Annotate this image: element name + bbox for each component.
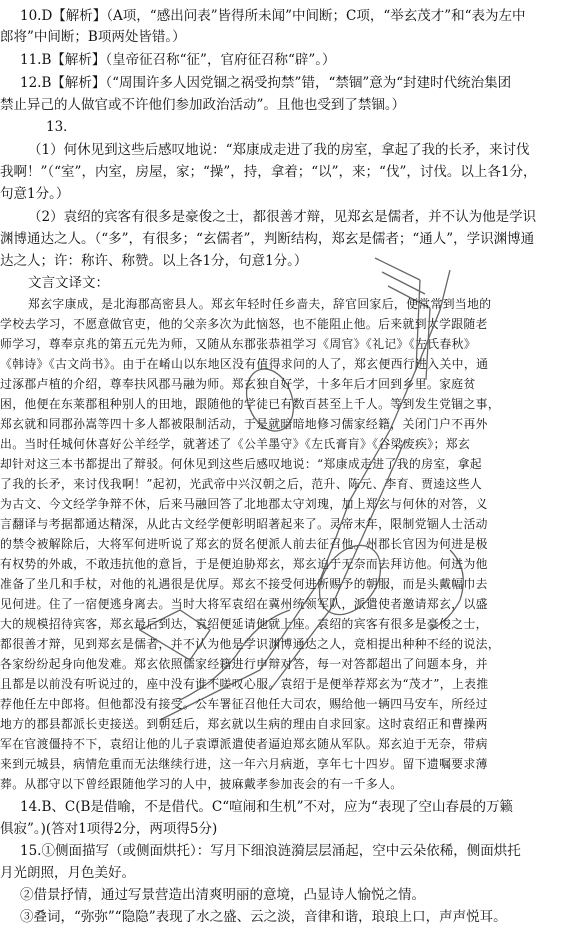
text-line: 都很善才辩，见到郑玄是儒者，并不认为他是学识渊博通达之人，竞相提出种种不经的说法， (0, 637, 501, 651)
text-line: 各家纷纷起身向他发难。郑玄依照儒家经籍进行申辩对答，每一对答都超出了问题本身，并 (0, 657, 488, 671)
text-line: 郑玄就和同郡孙嵩等四十多人都被限制活动，于是就暗暗地修习儒家经籍，关闭门户不再外 (0, 417, 488, 431)
text-line: 有权势的外戚，不敢违抗他的意旨，于是便迫胁郑玄，郑玄迫于无奈而去拜访他。何进为他 (0, 557, 488, 571)
text-line: 禁止异己的人做官或不许他们参加政治活动”。且他也受到了禁锢。） (0, 97, 406, 113)
text-line: 15.①侧面描写（或侧面烘托）：写月下细浪涟漪层层涌起，空中云朵依稀，侧面烘托 (20, 843, 521, 859)
text-line: 《韩诗》《古文尚书》。由于在崤山以东地区没有值得求问的人了，郑玄便西行进入关中，通 (0, 357, 489, 371)
text-line: 言翻译与考据都通达精深，从此古文经学便彰明昭著起来了。灵帝末年，限制党锢人士活动 (0, 517, 488, 531)
text-line: 过涿郡卢植的介绍，尊奉扶风郡马融为师。郑玄独自好学，十多年后才回到乡里。家庭贫 (0, 377, 476, 391)
text-line: ②借景抒情，通过写景营造出清爽明丽的意境，凸显诗人愉悦之情。 (20, 887, 425, 903)
text-line: 14.B、C(B是借喻，不是借代。C“喧闹和生机”不对，应为“表现了空山春晨的万籁 (20, 799, 513, 815)
text-line: 出。当时任城何休喜好公羊经学，就著述了《公羊墨守》《左氏膏肓》《谷梁废疾》；郑玄 (0, 437, 471, 451)
text-line: 月光朗照，月色美好。 (0, 865, 135, 881)
text-line: 俱寂”。)(答对1项得2分，两项得5分) (0, 821, 218, 837)
text-line: 师学习，尊奉京兆的第五元先为师，又随从东郡张恭祖学习《周官》《礼记》《左氏春秋》 (0, 337, 477, 351)
text-line: 却针对这三本书都提出了辩驳。何休见到这些后感叹地说：“郑康成走进了我的房室，拿起 (0, 457, 483, 471)
text-line: ③叠词，“弥弥”“隐隐”表现了水之盛、云之淡，音律和谐，琅琅上口，声声悦耳。 (20, 909, 507, 925)
text-line: 文言文译文： (28, 275, 109, 291)
text-line: 困，他便在东莱郡租种别人的田地，跟随他的学徒已有数百甚至上千人。等到发生党锢之事， (0, 397, 501, 411)
text-line: 葬。从郡守以下曾经跟随他学习的人中，披麻戴孝参加丧会的有一千多人。 (0, 777, 403, 791)
text-line: 渊博通达之人。（“多”，有很多；“玄儒者”，判断结构，郑玄是儒者；“通人”，学识渊博通 (0, 231, 535, 247)
text-line: 12.B【解析】（“周围许多人因党锢之祸受拘禁”错，“禁锢”意为“封建时代统治集团 (20, 75, 512, 91)
text-line: 10.D【解析】（A项，“感出问表”皆得所未闻”中间断；C项，“举玄茂才”和“表为左中 (20, 8, 526, 24)
text-line: 的禁令被解除后，大将军何进听说了郑玄的贤名便派人前去征召他。州郡长官因为何进是极 (0, 537, 488, 551)
text-line: 地方的郡县都派长吏接送。到朝廷后，郑玄就以生病的理由自求回家。这时袁绍正和曹操两 (0, 717, 488, 731)
text-line: 荐他任左中郎将。但他都没有接受。公车署征召他任大司农，赐给他一辆四马安车，所经过 (0, 697, 488, 711)
text-line: 准备了坐几和手杖，对他的礼遇很是优厚。郑玄不接受何进所赐予的朝服，而是头戴幅巾去 (0, 577, 488, 591)
text-line: 军在官渡僵持不下，袁绍让他的儿子袁谭派遣使者逼迫郑玄随从军队。郑玄迫于无奈，带病 (0, 737, 488, 751)
text-line: 郑玄字康成，是北海郡高密县人。郑玄年轻时任乡啬夫，辞官回家后，便常常到当地的 (28, 297, 492, 311)
text-line: 来到元城县，病情危重而无法继续行进，这一年六月病逝，享年七十四岁。留下遗嘱要求薄 (0, 757, 488, 771)
text-line: 句意1分。） (0, 186, 70, 202)
text-line: （2）袁绍的宾客有很多是豪俊之士，都很善才辩，见郑玄是儒者，并不认为他是学识 (28, 209, 537, 225)
text-line: 大的规模招待宾客，郑玄最后到达，袁绍便延请他就上座。袁绍的宾客有很多是豪俊之士， (0, 617, 488, 631)
text-line: 达之人；许：称许、称赞。以上各1分，句意1分。） (0, 253, 308, 269)
text-line: 学校去学习，不愿意做官吏，他的父亲多次为此恼怒，也不能阻止他。后来就到太学跟随老 (0, 317, 488, 331)
text-line: （1）何休见到这些后感叹地说：“郑康成走进了我的房室，拿起了我的长矛，来讨伐 (28, 142, 530, 158)
text-line: 13． (46, 119, 77, 135)
text-line: 我啊！”（“室”，内室，房屋，家；“操”，持，拿着；“以”，来；“伐”，讨伐。以上各1分， (0, 164, 537, 180)
text-line: 郎将”中间断；B项两处皆错。） (0, 29, 186, 45)
text-line: 11.B【解析】（皇帝征召称“征”，官府征召称“辟”。） (20, 52, 336, 68)
text-line: 了我的长矛，来讨伐我啊！”起初，光武帝中兴汉朝之后，范升、陈元、李育、贾逵这些人 (0, 477, 483, 491)
text-line: 为古文、今文经学争辩不休，后来马融回答了北地郡太守刘瑰，加上郑玄与何休的对答，义 (0, 497, 488, 511)
text-line: 见何进。住了一宿便逃身离去。当时大将军袁绍在冀州统领军队，派遣使者邀请郑玄，以盛 (0, 597, 488, 611)
text-line: 且都是以前没有听说过的，座中没有谁不嗟叹心服。袁绍于是便举荐郑玄为“茂才”，上表推 (0, 677, 489, 691)
